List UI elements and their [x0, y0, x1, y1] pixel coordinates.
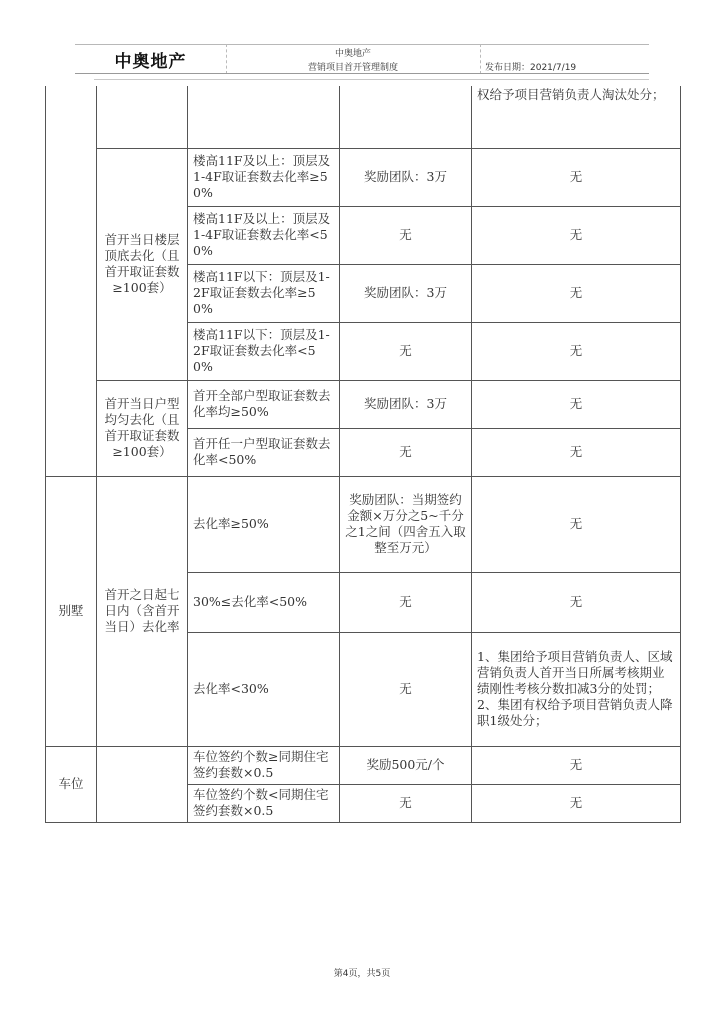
penalty-cell: 无: [472, 476, 681, 572]
condition-cell: [188, 86, 340, 148]
reward-cell: 奖励团队：3万: [340, 264, 472, 322]
table-row: [46, 746, 681, 784]
condition-cell: 车位签约个数<同期住宅签约套数×0.5: [188, 784, 340, 822]
condition-cell: 楼高11F以下：顶层及1-2F取证套数去化率≥50%: [188, 264, 340, 322]
reward-cell: 无: [340, 428, 472, 476]
publish-date: 发布日期：2021/7/19: [485, 63, 577, 73]
reward-cell: 奖励500元/个: [340, 746, 472, 784]
category-cell: [46, 86, 97, 476]
reward-cell: 无: [340, 784, 472, 822]
company-logo: 中奥地产: [114, 52, 187, 72]
penalty-cell: 权给予项目营销负责人淘汰处分；: [472, 86, 681, 148]
category-label: 别墅: [46, 476, 97, 746]
header-sub-rule: [94, 79, 649, 80]
penalty-cell: 无: [472, 746, 681, 784]
header-doc-title: 营销项目首开管理制度: [307, 63, 398, 73]
reward-cell: 奖励团队：当期签约金额×万分之5~千分之1之间（四舍五入取整至万元）: [340, 476, 472, 572]
incentive-table: [45, 86, 681, 823]
header-divider: [480, 44, 481, 74]
condition-cell: 楼高11F及以上：顶层及1-4F取证套数去化率≥50%: [188, 148, 340, 206]
reward-cell: 奖励团队：3万: [340, 380, 472, 428]
condition-cell: 去化率≥50%: [188, 476, 340, 572]
condition-cell: 首开全部户型取证套数去化率均≥50%: [188, 380, 340, 428]
category-label: 车位: [46, 746, 97, 822]
reward-cell: 无: [340, 632, 472, 746]
reward-cell: 无: [340, 206, 472, 264]
penalty-cell: 1、集团给予项目营销负责人、区域营销负责人首开当日所属考核期业绩刚性考核分数扣减3分的处罚； 2、集团有权给予项目营销负责人降职1级处分；: [472, 632, 681, 746]
penalty-cell: 无: [472, 148, 681, 206]
header-company: 中奥地产: [334, 49, 371, 59]
reward-cell: 无: [340, 322, 472, 380]
group-label: 首开之日起七日内（含首开当日）去化率: [97, 476, 188, 746]
condition-cell: 楼高11F以下：顶层及1-2F取证套数去化率<50%: [188, 322, 340, 380]
penalty-cell: 无: [472, 264, 681, 322]
penalty-cell: 无: [472, 206, 681, 264]
page-number: 第4页，共5页: [333, 969, 391, 979]
condition-cell: 30%≤去化率<50%: [188, 572, 340, 632]
condition-cell: 去化率<30%: [188, 632, 340, 746]
reward-cell: 无: [340, 572, 472, 632]
condition-cell: 车位签约个数≥同期住宅签约套数×0.5: [188, 746, 340, 784]
penalty-cell: 无: [472, 572, 681, 632]
group-label: 首开当日户型均匀去化（且首开取证套数≥100套）: [97, 380, 188, 476]
header-top-rule: [75, 44, 649, 45]
reward-cell: [340, 86, 472, 148]
page-header: [75, 44, 649, 74]
table-row: [46, 476, 681, 572]
penalty-cell: 无: [472, 784, 681, 822]
table-row: [46, 380, 681, 428]
condition-cell: 楼高11F及以上：顶层及1-4F取证套数去化率<50%: [188, 206, 340, 264]
reward-cell: 奖励团队：3万: [340, 148, 472, 206]
table-row: [46, 86, 681, 148]
penalty-cell: 无: [472, 428, 681, 476]
table-row: [46, 148, 681, 206]
group-cell: [97, 86, 188, 148]
condition-cell: 首开任一户型取证套数去化率<50%: [188, 428, 340, 476]
group-label: [97, 746, 188, 822]
penalty-cell: 无: [472, 322, 681, 380]
penalty-cell: 无: [472, 380, 681, 428]
group-label: 首开当日楼层顶底去化（且首开取证套数≥100套）: [97, 148, 188, 380]
header-bottom-rule: [75, 73, 649, 74]
